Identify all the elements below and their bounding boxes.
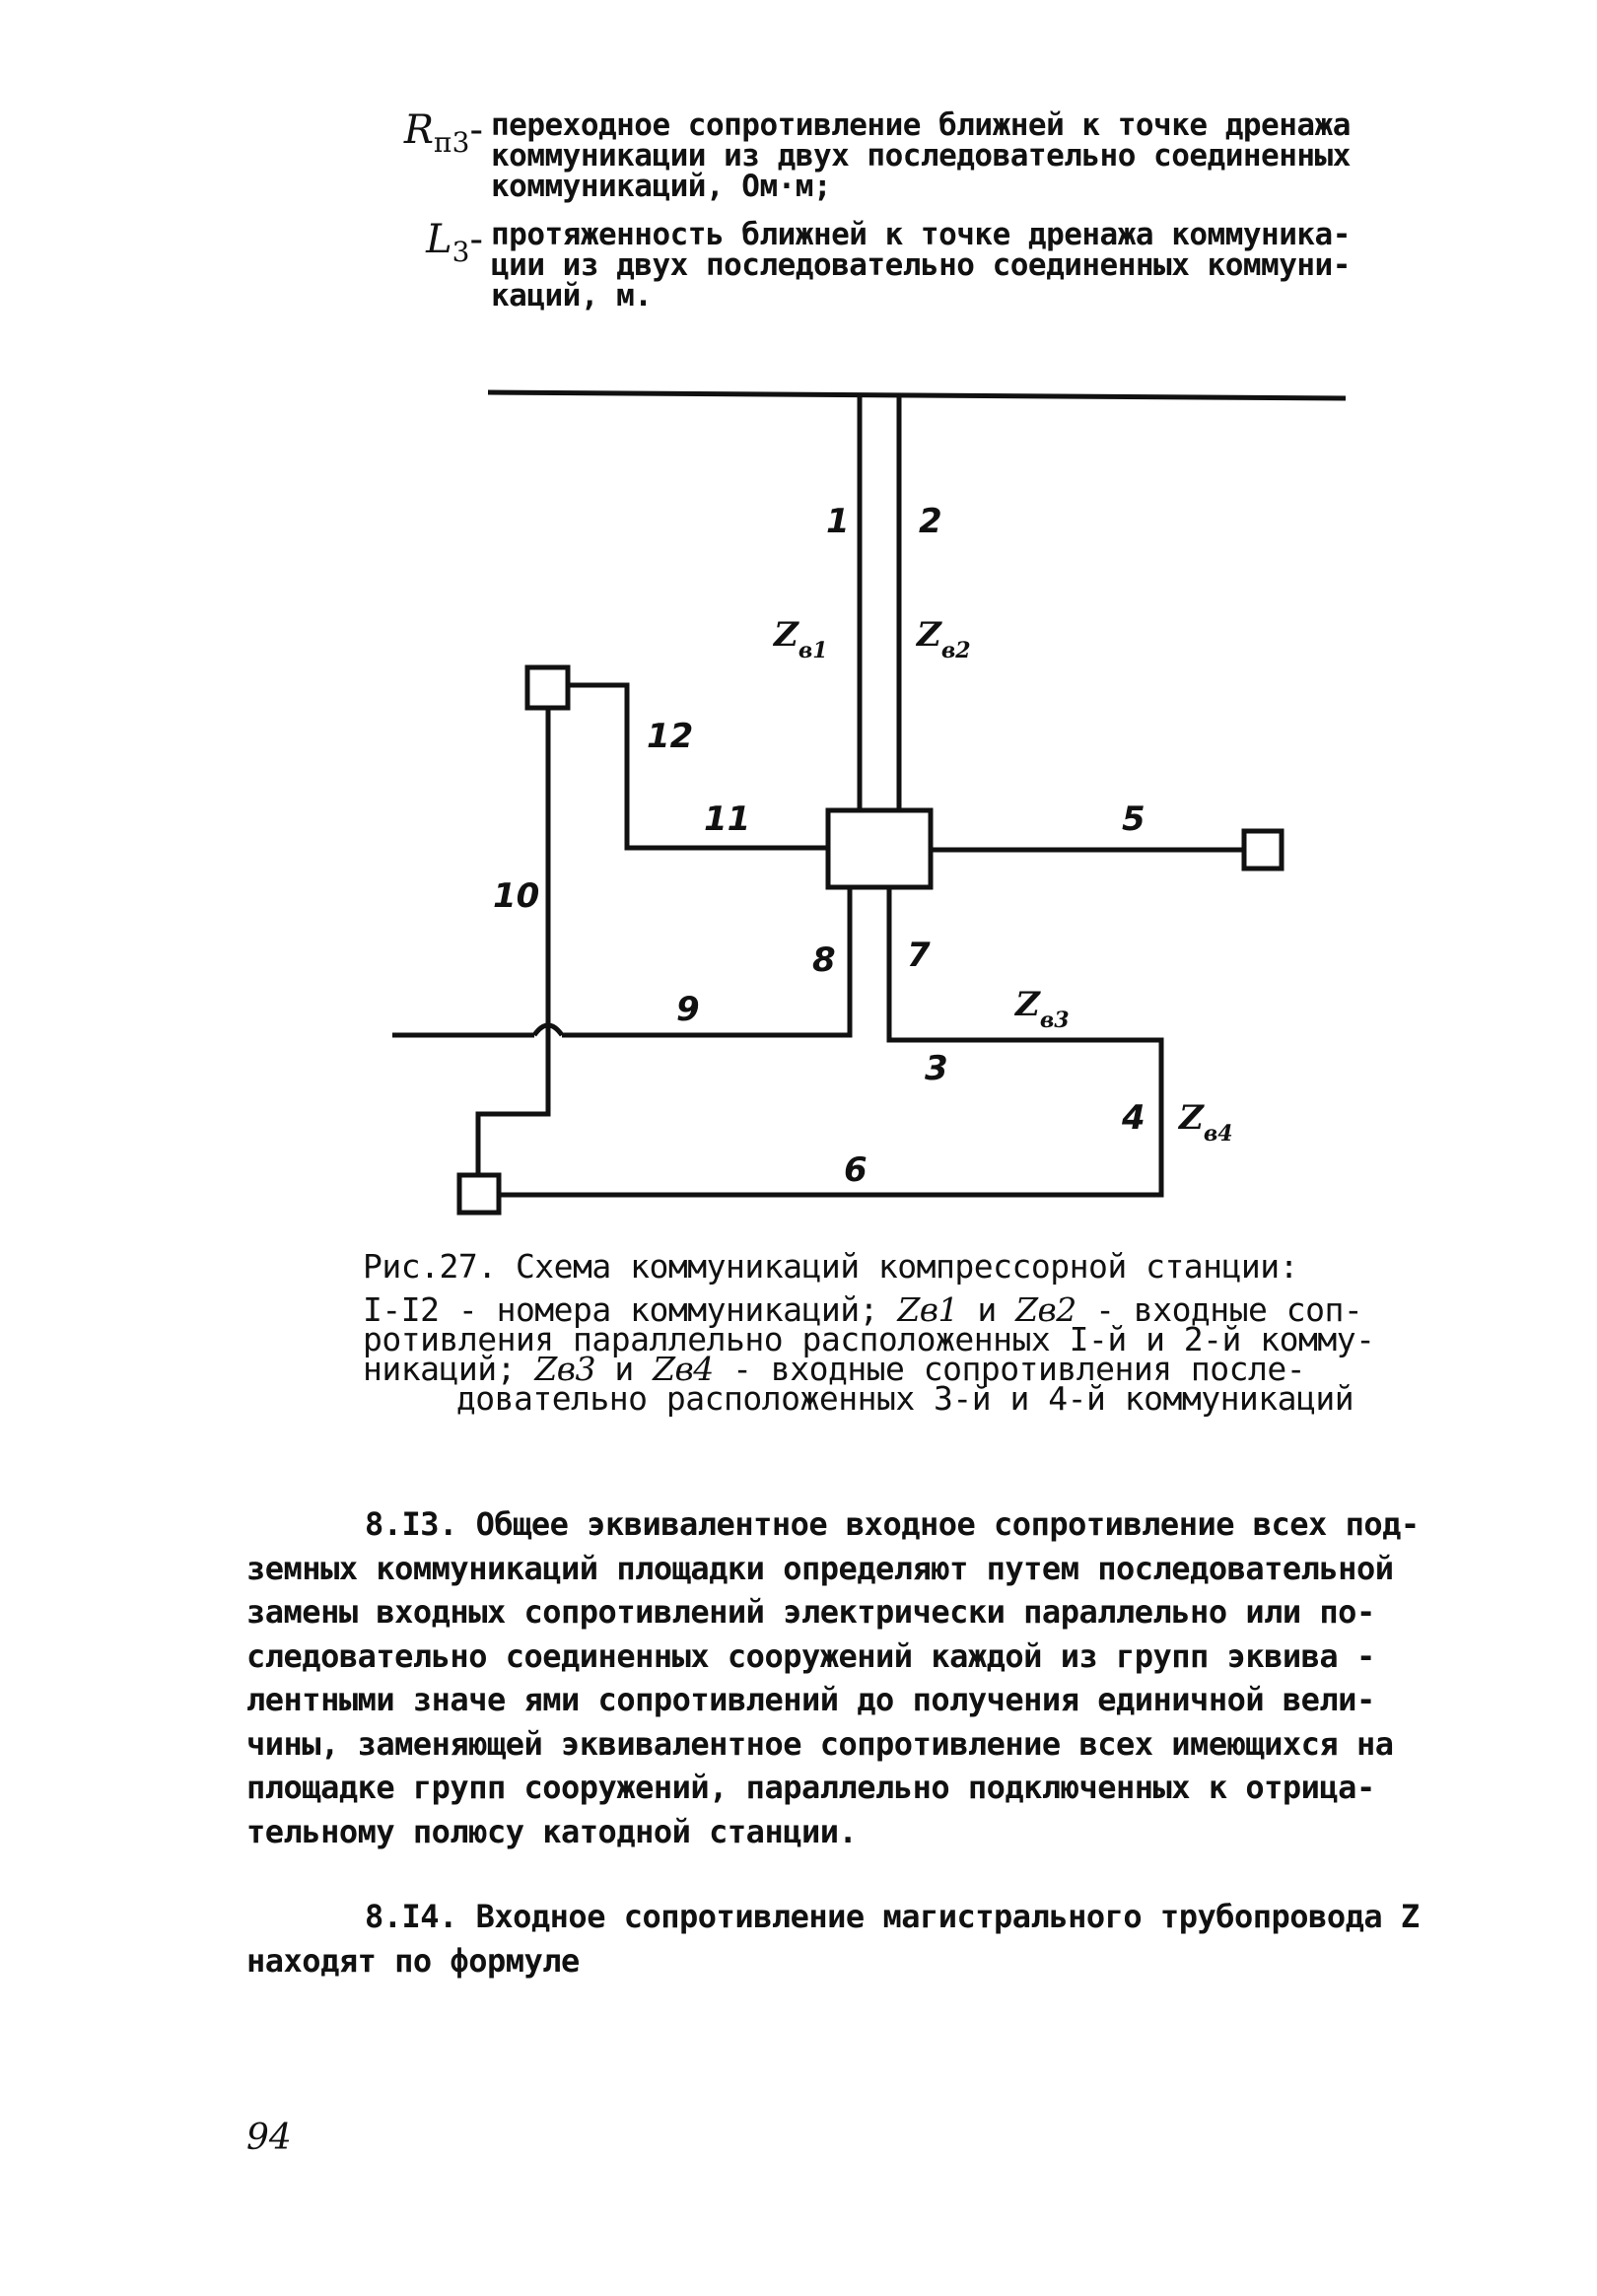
label-z-b2: $Z_{в2}$: [917, 615, 971, 663]
label-line-9: 9: [676, 990, 700, 1029]
line-8-9: [562, 887, 850, 1035]
label-line-3: 3: [925, 1049, 948, 1088]
label-line-2: 2: [919, 502, 942, 541]
label-line-12: 12: [647, 717, 694, 756]
label-line-5: 5: [1122, 800, 1146, 839]
label-line-1: 1: [826, 502, 850, 541]
definition-symbol: $L_3-$: [426, 217, 483, 268]
line-11-12: [568, 685, 828, 848]
label-line-4: 4: [1122, 1098, 1146, 1138]
main-line: [488, 392, 1346, 398]
line-10-lower: [478, 1041, 548, 1175]
definition-text: протяженность ближней к точке дренажа коммуника- ции из двух последовательно соединенных коммуни- каций, м.: [491, 217, 1351, 313]
paragraph-8-13: 8.I3. Общее эквивалентное входное сопротивление всех под- земных коммуникаций площадки определяют путем последовательной замены входных сопротивлений электрически параллельно или по- следовательно соединенных сооружений каждой из групп эквива - лентными значе ями сопротивлений до получения единичной вели- чины, заменяющей эквивалентное сопротивление всех имеющихся на площадке групп сооружений, параллельно подключенных к отрица- тельному полюсу катодной станции.: [246, 1505, 1420, 1850]
caption-title: Рис.27. Схема коммуникаций компрессорной станции:: [363, 1247, 1299, 1286]
label-line-7: 7: [907, 936, 931, 975]
line-7-3-4-6: [499, 887, 1161, 1195]
caption-body: I-I2 - номера коммуникаций; Zв1 и Zв2 - входные соп- ротивления параллельно расположенных I-й и 2-й комму- никаций; Zв3 и Zв4 - входные сопротивления после- довательно расположенных 3-й и 4-й коммуникаций: [363, 1290, 1375, 1418]
label-line-10: 10: [493, 876, 540, 916]
label-z-b4: $Z_{в4}$: [1179, 1098, 1233, 1147]
label-line-11: 11: [704, 800, 751, 839]
label-line-6: 6: [844, 1150, 868, 1190]
definition-text: переходное сопротивление ближней к точке дренажа коммуникации из двух последовательно соединенных коммуникаций, Ом·м;: [491, 107, 1351, 204]
label-z-b1: $Z_{в1}$: [774, 615, 828, 663]
right-terminal-box: [1244, 831, 1282, 869]
top-left-terminal-box: [527, 667, 568, 708]
page-number: 94: [246, 2118, 292, 2158]
figure-caption: [363, 1247, 1447, 1418]
label-z-b3: $Z_{в3}$: [1015, 985, 1070, 1033]
definition-symbol: $R_{п3}-$: [403, 107, 483, 159]
central-node-box: [828, 810, 931, 887]
paragraph-8-14: 8.I4. Входное сопротивление магистрального трубопровода Z находят по формуле: [246, 1898, 1420, 1980]
label-line-8: 8: [812, 940, 836, 980]
bottom-left-terminal-box: [459, 1175, 499, 1213]
